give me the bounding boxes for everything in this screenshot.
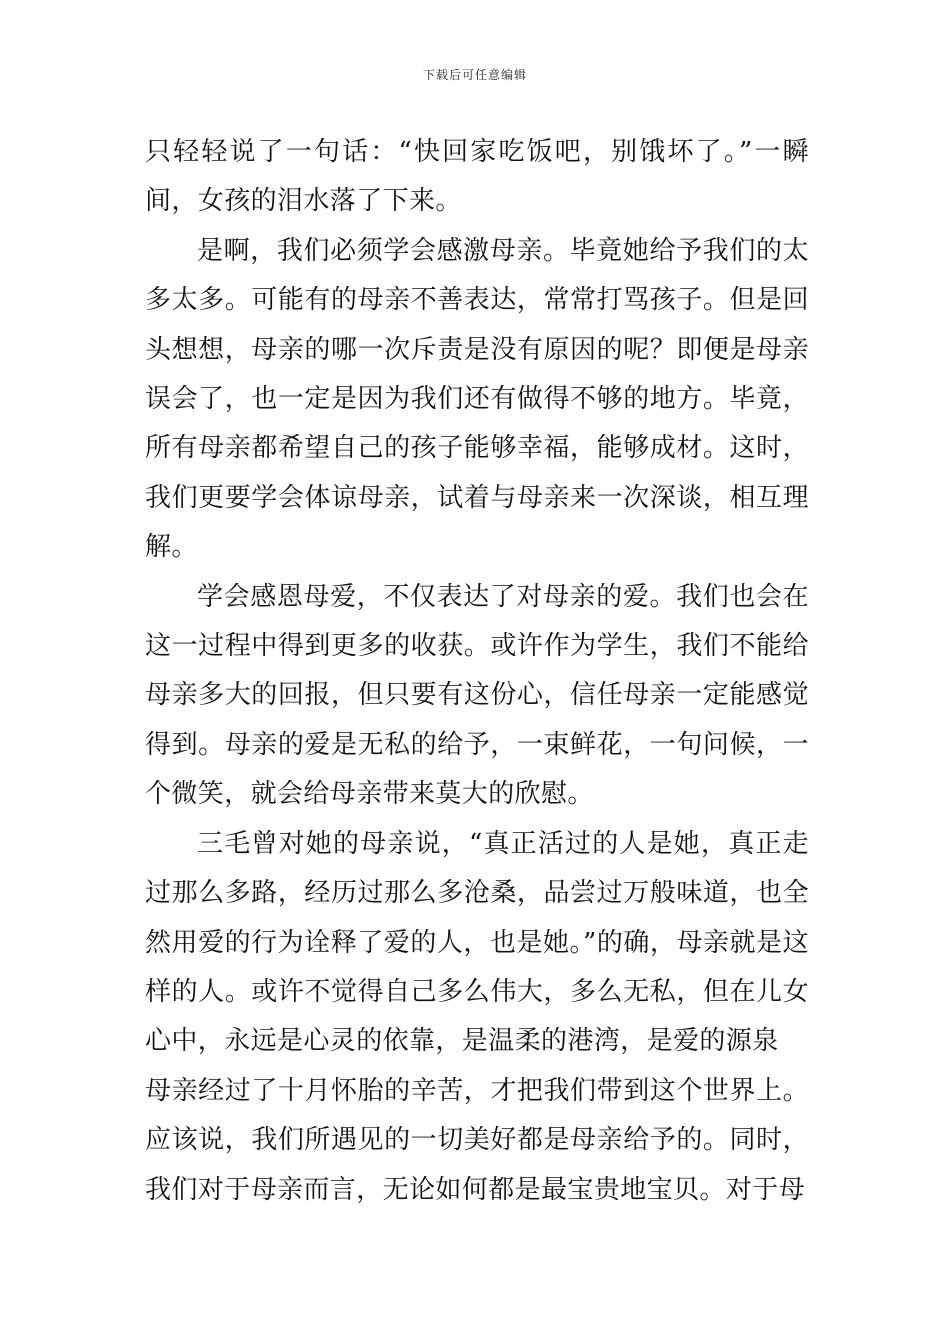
paragraph: 学会感恩母爱，不仅表达了对母亲的爱。我们也会在这一过程中得到更多的收获。或许作为学生，我们不能给母亲多大的回报，但只要有这份心，信任母亲一定能感觉得到。母亲的爱是无私的给予，一束鲜花，一句问候，一个微笑，就会给母亲带来莫大的欣慰。 [145, 581, 809, 810]
paragraph: 是啊，我们必须学会感激母亲。毕竟她给予我们的太多太多。可能有的母亲不善表达，常常打骂孩子。但是回头想想，母亲的哪一次斥责是没有原因的呢？即便是母亲误会了，也一定是因为我们还有做得不够的地方。毕竟，所有母亲都希望自己的孩子能够幸福，能够成材。这时，我们更要学会体谅母亲，试着与母亲来一次深谈，相互理解。 [145, 235, 809, 563]
paragraph: 母亲经过了十月怀胎的辛苦，才把我们带到这个世界上。应该说，我们所遇见的一切美好都是母亲给予的。同时，我们对于母亲而言，无论如何都是最宝贵地宝贝。对于母 [145, 1075, 809, 1205]
page-header: 下载后可任意编辑 [422, 68, 527, 82]
body-text [145, 128, 809, 1215]
paragraph: 只轻轻说了一句话：“快回家吃饭吧，别饿坏了。”一瞬间，女孩的泪水落了下来。 [145, 137, 809, 217]
paragraph: 三毛曾对她的母亲说，“真正活过的人是她，真正走过那么多路，经历过那么多沧桑，品尝过万般味道，也全然用爱的行为诠释了爱的人，也是她。”的确，母亲就是这样的人。或许不觉得自己多么伟大，多么无私，但在儿女心中，永远是心灵的依靠，是温柔的港湾，是爱的源泉 [145, 828, 809, 1057]
